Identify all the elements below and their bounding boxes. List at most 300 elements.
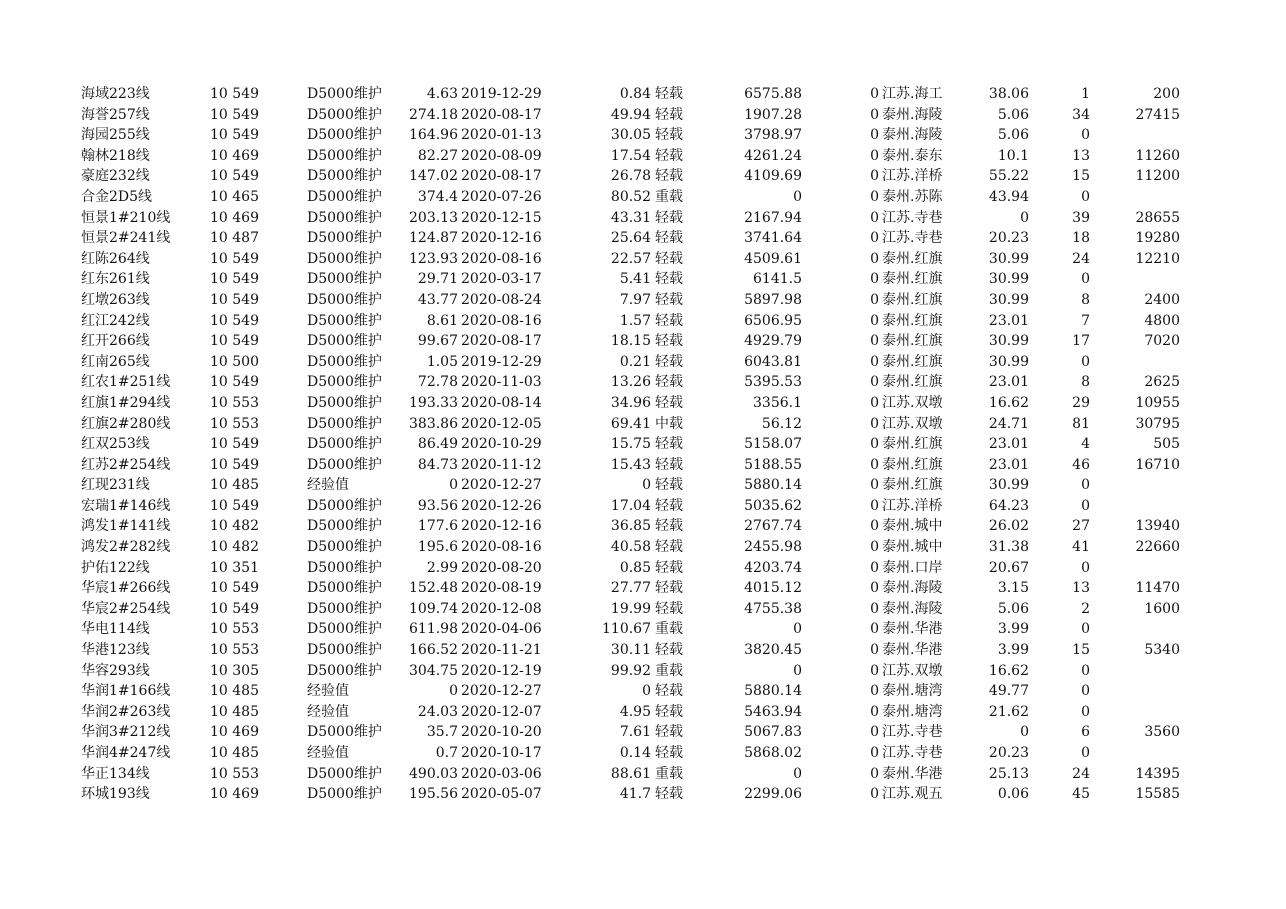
- line-name-cell: 红开266线: [81, 333, 150, 350]
- load-status-cell: 轻载: [655, 168, 683, 185]
- source-type-cell: 经验值: [307, 703, 349, 720]
- value-cell: 43.77: [417, 291, 458, 308]
- value-cell: 29.71: [417, 271, 458, 288]
- capacity-cell: 56.12: [761, 415, 802, 432]
- zero-cell: 0: [870, 188, 879, 205]
- count-cell: 0: [1081, 662, 1090, 679]
- source-type-cell: 经验值: [307, 683, 349, 700]
- load-status-cell: 轻载: [655, 477, 683, 494]
- load-status-cell: 轻载: [655, 333, 683, 350]
- count-cell: 41: [1072, 539, 1090, 556]
- source-type-cell: D5000维护: [307, 456, 382, 473]
- source-type-cell: D5000维护: [307, 724, 382, 741]
- source-type-cell: D5000维护: [307, 436, 382, 453]
- distance-cell: 26.02: [988, 518, 1029, 535]
- load-rate-cell: 17.04: [610, 497, 651, 514]
- load-rate-cell: 88.61: [610, 765, 651, 782]
- source-type-cell: D5000维护: [307, 765, 382, 782]
- value-cell: 193.33: [409, 394, 458, 411]
- load-status-cell: 轻载: [655, 250, 683, 267]
- amount-cell: 1600: [1144, 600, 1180, 617]
- line-name-cell: 环城193线: [81, 786, 150, 803]
- count-cell: 0: [1081, 559, 1090, 576]
- load-status-cell: 重载: [655, 765, 683, 782]
- voltage-cell: 10 485: [210, 745, 259, 761]
- amount-cell: 15585: [1135, 786, 1180, 803]
- voltage-cell: 10 549: [210, 250, 259, 267]
- distance-cell: 30.99: [988, 353, 1029, 370]
- capacity-cell: 1907.28: [744, 106, 802, 123]
- load-status-cell: 轻载: [655, 559, 683, 576]
- capacity-cell: 4015.12: [744, 580, 802, 597]
- line-name-cell: 华宸2#254线: [81, 600, 171, 617]
- load-status-cell: 轻载: [655, 374, 683, 391]
- voltage-cell: 10 482: [210, 518, 259, 535]
- line-name-cell: 海域223线: [81, 86, 150, 102]
- region-cell: 泰州.红旗: [882, 477, 943, 494]
- table-row: [81, 702, 1186, 723]
- zero-cell: 0: [870, 106, 879, 123]
- value-cell: 177.6: [417, 518, 458, 535]
- value-cell: 2.99: [426, 559, 458, 576]
- zero-cell: 0: [870, 250, 879, 267]
- zero-cell: 0: [870, 539, 879, 556]
- load-rate-cell: 0.14: [619, 745, 651, 761]
- value-cell: 274.18: [409, 106, 458, 123]
- distance-cell: 23.01: [988, 456, 1029, 473]
- date-cell: 2020-08-16: [461, 250, 542, 267]
- load-rate-cell: 80.52: [610, 188, 651, 205]
- region-cell: 江苏.双墩: [882, 394, 943, 411]
- region-cell: 江苏.双墩: [882, 662, 943, 679]
- amount-cell: 3560: [1144, 724, 1180, 741]
- amount-cell: 27415: [1135, 106, 1180, 123]
- load-rate-cell: 36.85: [610, 518, 651, 535]
- table-row: [81, 434, 1186, 455]
- load-rate-cell: 1.57: [619, 312, 651, 329]
- distance-cell: 5.06: [997, 127, 1029, 144]
- distance-cell: 20.67: [988, 559, 1029, 576]
- region-cell: 泰州.口岸: [882, 559, 943, 576]
- distance-cell: 24.71: [988, 415, 1029, 432]
- count-cell: 15: [1072, 168, 1090, 185]
- count-cell: 81: [1072, 415, 1090, 432]
- count-cell: 0: [1081, 703, 1090, 720]
- load-rate-cell: 4.95: [619, 703, 651, 720]
- zero-cell: 0: [870, 642, 879, 659]
- source-type-cell: D5000维护: [307, 600, 382, 617]
- voltage-cell: 10 469: [210, 724, 259, 741]
- capacity-cell: 5880.14: [744, 477, 802, 494]
- count-cell: 39: [1072, 209, 1090, 226]
- load-rate-cell: 22.57: [610, 250, 651, 267]
- date-cell: 2020-12-19: [461, 662, 542, 679]
- table-row: [81, 475, 1186, 496]
- zero-cell: 0: [870, 86, 879, 102]
- load-rate-cell: 41.7: [619, 786, 651, 803]
- voltage-cell: 10 549: [210, 374, 259, 391]
- table-row: [81, 187, 1186, 208]
- zero-cell: 0: [870, 374, 879, 391]
- source-type-cell: D5000维护: [307, 127, 382, 144]
- distance-cell: 31.38: [988, 539, 1029, 556]
- count-cell: 0: [1081, 353, 1090, 370]
- capacity-cell: 5463.94: [744, 703, 802, 720]
- load-status-cell: 轻载: [655, 518, 683, 535]
- amount-cell: 11470: [1135, 580, 1180, 597]
- value-cell: 86.49: [417, 436, 458, 453]
- distance-cell: 30.99: [988, 291, 1029, 308]
- line-name-cell: 红苏2#254线: [81, 456, 171, 473]
- load-rate-cell: 30.11: [610, 642, 651, 659]
- voltage-cell: 10 553: [210, 765, 259, 782]
- value-cell: 203.13: [409, 209, 458, 226]
- capacity-cell: 2299.06: [744, 786, 802, 803]
- amount-cell: 11200: [1135, 168, 1180, 185]
- zero-cell: 0: [870, 580, 879, 597]
- value-cell: 72.78: [417, 374, 458, 391]
- zero-cell: 0: [870, 333, 879, 350]
- zero-cell: 0: [870, 168, 879, 185]
- region-cell: 江苏.海工: [882, 86, 943, 102]
- load-status-cell: 轻载: [655, 580, 683, 597]
- zero-cell: 0: [870, 703, 879, 720]
- amount-cell: 4800: [1144, 312, 1180, 329]
- count-cell: 18: [1072, 230, 1090, 247]
- load-status-cell: 轻载: [655, 786, 683, 803]
- zero-cell: 0: [870, 312, 879, 329]
- source-type-cell: D5000维护: [307, 580, 382, 597]
- count-cell: 27: [1072, 518, 1090, 535]
- value-cell: 147.02: [409, 168, 458, 185]
- table-row: [81, 290, 1186, 311]
- table-row: [81, 105, 1186, 126]
- table-row: [81, 681, 1186, 702]
- source-type-cell: D5000维护: [307, 271, 382, 288]
- table-row: [81, 640, 1186, 661]
- value-cell: 124.87: [409, 230, 458, 247]
- count-cell: 0: [1081, 271, 1090, 288]
- region-cell: 泰州.红旗: [882, 456, 943, 473]
- line-name-cell: 恒景2#241线: [81, 230, 171, 247]
- distance-cell: 30.99: [988, 333, 1029, 350]
- zero-cell: 0: [870, 786, 879, 803]
- line-name-cell: 合金2D5线: [81, 188, 153, 205]
- load-rate-cell: 26.78: [610, 168, 651, 185]
- date-cell: 2020-01-13: [461, 127, 542, 144]
- voltage-cell: 10 469: [210, 786, 259, 803]
- amount-cell: 505: [1153, 436, 1180, 453]
- load-rate-cell: 49.94: [610, 106, 651, 123]
- data-table: [81, 84, 1186, 805]
- load-rate-cell: 34.96: [610, 394, 651, 411]
- table-row: [81, 722, 1186, 743]
- region-cell: 泰州.红旗: [882, 250, 943, 267]
- table-row: [81, 578, 1186, 599]
- region-cell: 江苏.洋桥: [882, 168, 943, 185]
- source-type-cell: D5000维护: [307, 250, 382, 267]
- capacity-cell: 5897.98: [744, 291, 802, 308]
- load-status-cell: 轻载: [655, 353, 683, 370]
- table-row: [81, 125, 1186, 146]
- capacity-cell: 6506.95: [744, 312, 802, 329]
- date-cell: 2020-04-06: [461, 621, 542, 638]
- zero-cell: 0: [870, 477, 879, 494]
- region-cell: 泰州.红旗: [882, 436, 943, 453]
- table-row: [81, 558, 1186, 579]
- source-type-cell: D5000维护: [307, 374, 382, 391]
- count-cell: 13: [1072, 147, 1090, 164]
- count-cell: 24: [1072, 765, 1090, 782]
- voltage-cell: 10 485: [210, 683, 259, 700]
- capacity-cell: 5188.55: [744, 456, 802, 473]
- table-row: [81, 311, 1186, 332]
- load-status-cell: 轻载: [655, 147, 683, 164]
- value-cell: 0: [449, 477, 458, 494]
- load-rate-cell: 40.58: [610, 539, 651, 556]
- table-row: [81, 331, 1186, 352]
- load-status-cell: 轻载: [655, 271, 683, 288]
- table-row: [81, 146, 1186, 167]
- region-cell: 泰州.泰东: [882, 147, 943, 164]
- distance-cell: 30.99: [988, 250, 1029, 267]
- region-cell: 江苏.观五: [882, 786, 943, 803]
- count-cell: 34: [1072, 106, 1090, 123]
- voltage-cell: 10 553: [210, 394, 259, 411]
- source-type-cell: D5000维护: [307, 621, 382, 638]
- capacity-cell: 4509.61: [744, 250, 802, 267]
- capacity-cell: 5158.07: [744, 436, 802, 453]
- load-status-cell: 重载: [655, 621, 683, 638]
- region-cell: 泰州.塘湾: [882, 683, 943, 700]
- load-status-cell: 轻载: [655, 724, 683, 741]
- value-cell: 4.63: [426, 86, 458, 102]
- region-cell: 泰州.海陵: [882, 600, 943, 617]
- distance-cell: 21.62: [988, 703, 1029, 720]
- value-cell: 0: [449, 683, 458, 700]
- table-row: [81, 208, 1186, 229]
- table-row: [81, 537, 1186, 558]
- amount-cell: 14395: [1135, 765, 1180, 782]
- region-cell: 江苏.寺巷: [882, 230, 943, 247]
- line-name-cell: 鸿发2#282线: [81, 539, 171, 556]
- voltage-cell: 10 549: [210, 127, 259, 144]
- voltage-cell: 10 549: [210, 436, 259, 453]
- line-name-cell: 海园255线: [81, 127, 150, 144]
- distance-cell: 0: [1020, 724, 1029, 741]
- region-cell: 江苏.双墩: [882, 415, 943, 432]
- table-row: [81, 619, 1186, 640]
- zero-cell: 0: [870, 765, 879, 782]
- table-row: [81, 84, 1186, 105]
- line-name-cell: 红陈264线: [81, 250, 150, 267]
- line-name-cell: 红南265线: [81, 353, 150, 370]
- capacity-cell: 6575.88: [744, 86, 802, 102]
- voltage-cell: 10 469: [210, 147, 259, 164]
- capacity-cell: 3798.97: [744, 127, 802, 144]
- count-cell: 0: [1081, 745, 1090, 761]
- distance-cell: 5.06: [997, 600, 1029, 617]
- source-type-cell: D5000维护: [307, 415, 382, 432]
- date-cell: 2019-12-29: [461, 353, 542, 370]
- distance-cell: 10.1: [997, 147, 1029, 164]
- count-cell: 4: [1081, 436, 1090, 453]
- voltage-cell: 10 465: [210, 188, 259, 205]
- voltage-cell: 10 549: [210, 168, 259, 185]
- line-name-cell: 恒景1#210线: [81, 209, 171, 226]
- load-rate-cell: 15.43: [610, 456, 651, 473]
- capacity-cell: 4755.38: [744, 600, 802, 617]
- line-name-cell: 红农1#251线: [81, 374, 171, 391]
- line-name-cell: 护佑122线: [81, 559, 150, 576]
- capacity-cell: 4109.69: [744, 168, 802, 185]
- table-row: [81, 228, 1186, 249]
- load-status-cell: 轻载: [655, 539, 683, 556]
- region-cell: 泰州.城中: [882, 518, 943, 535]
- value-cell: 35.7: [426, 724, 458, 741]
- capacity-cell: 5035.62: [744, 497, 802, 514]
- voltage-cell: 10 549: [210, 600, 259, 617]
- value-cell: 383.86: [409, 415, 458, 432]
- voltage-cell: 10 549: [210, 86, 259, 102]
- date-cell: 2020-12-16: [461, 518, 542, 535]
- line-name-cell: 华润3#212线: [81, 724, 171, 741]
- voltage-cell: 10 500: [210, 353, 259, 370]
- zero-cell: 0: [870, 559, 879, 576]
- source-type-cell: D5000维护: [307, 662, 382, 679]
- table-row: [81, 166, 1186, 187]
- load-rate-cell: 7.61: [619, 724, 651, 741]
- amount-cell: 7020: [1144, 333, 1180, 350]
- date-cell: 2020-08-16: [461, 539, 542, 556]
- line-name-cell: 华容293线: [81, 662, 150, 679]
- value-cell: 109.74: [409, 600, 458, 617]
- distance-cell: 0.06: [997, 786, 1029, 803]
- load-status-cell: 轻载: [655, 106, 683, 123]
- region-cell: 泰州.红旗: [882, 374, 943, 391]
- count-cell: 13: [1072, 580, 1090, 597]
- region-cell: 江苏.洋桥: [882, 497, 943, 514]
- load-status-cell: 轻载: [655, 209, 683, 226]
- distance-cell: 64.23: [988, 497, 1029, 514]
- line-name-cell: 华港123线: [81, 642, 150, 659]
- date-cell: 2020-12-07: [461, 703, 542, 720]
- region-cell: 泰州.红旗: [882, 312, 943, 329]
- source-type-cell: D5000维护: [307, 559, 382, 576]
- amount-cell: 16710: [1135, 456, 1180, 473]
- load-status-cell: 轻载: [655, 312, 683, 329]
- load-status-cell: 轻载: [655, 291, 683, 308]
- voltage-cell: 10 549: [210, 456, 259, 473]
- voltage-cell: 10 469: [210, 209, 259, 226]
- value-cell: 93.56: [417, 497, 458, 514]
- load-rate-cell: 110.67: [602, 621, 651, 638]
- capacity-cell: 0: [793, 621, 802, 638]
- load-rate-cell: 5.41: [619, 271, 651, 288]
- date-cell: 2020-08-17: [461, 168, 542, 185]
- date-cell: 2020-08-20: [461, 559, 542, 576]
- zero-cell: 0: [870, 209, 879, 226]
- source-type-cell: D5000维护: [307, 312, 382, 329]
- capacity-cell: 6141.5: [753, 271, 802, 288]
- value-cell: 166.52: [409, 642, 458, 659]
- zero-cell: 0: [870, 745, 879, 761]
- load-rate-cell: 25.64: [610, 230, 651, 247]
- distance-cell: 5.06: [997, 106, 1029, 123]
- voltage-cell: 10 553: [210, 642, 259, 659]
- count-cell: 15: [1072, 642, 1090, 659]
- count-cell: 29: [1072, 394, 1090, 411]
- capacity-cell: 4929.79: [744, 333, 802, 350]
- amount-cell: 30795: [1135, 415, 1180, 432]
- load-status-cell: 轻载: [655, 600, 683, 617]
- load-rate-cell: 0: [642, 683, 651, 700]
- distance-cell: 49.77: [988, 683, 1029, 700]
- value-cell: 0.7: [435, 745, 458, 761]
- voltage-cell: 10 482: [210, 539, 259, 556]
- zero-cell: 0: [870, 456, 879, 473]
- voltage-cell: 10 553: [210, 621, 259, 638]
- date-cell: 2020-05-07: [461, 786, 542, 803]
- line-name-cell: 华电114线: [81, 621, 150, 638]
- table-row: [81, 784, 1186, 805]
- load-rate-cell: 43.31: [610, 209, 651, 226]
- date-cell: 2020-12-15: [461, 209, 542, 226]
- value-cell: 374.4: [417, 188, 458, 205]
- date-cell: 2019-12-29: [461, 86, 542, 102]
- zero-cell: 0: [870, 497, 879, 514]
- amount-cell: 22660: [1135, 539, 1180, 556]
- zero-cell: 0: [870, 353, 879, 370]
- region-cell: 泰州.城中: [882, 539, 943, 556]
- date-cell: 2020-03-17: [461, 271, 542, 288]
- amount-cell: 200: [1153, 86, 1180, 102]
- zero-cell: 0: [870, 724, 879, 741]
- zero-cell: 0: [870, 436, 879, 453]
- table-row: [81, 249, 1186, 270]
- table-row: [81, 269, 1186, 290]
- amount-cell: 28655: [1135, 209, 1180, 226]
- line-name-cell: 红现231线: [81, 477, 150, 494]
- zero-cell: 0: [870, 662, 879, 679]
- date-cell: 2020-12-08: [461, 600, 542, 617]
- region-cell: 泰州.华港: [882, 621, 943, 638]
- zero-cell: 0: [870, 394, 879, 411]
- line-name-cell: 华润4#247线: [81, 745, 171, 761]
- voltage-cell: 10 485: [210, 477, 259, 494]
- capacity-cell: 2167.94: [744, 209, 802, 226]
- region-cell: 泰州.海陵: [882, 106, 943, 123]
- voltage-cell: 10 305: [210, 662, 259, 679]
- region-cell: 泰州.红旗: [882, 271, 943, 288]
- table-row: [81, 393, 1186, 414]
- line-name-cell: 翰林218线: [81, 147, 150, 164]
- amount-cell: 12210: [1135, 250, 1180, 267]
- capacity-cell: 6043.81: [744, 353, 802, 370]
- region-cell: 泰州.红旗: [882, 291, 943, 308]
- date-cell: 2020-10-29: [461, 436, 542, 453]
- source-type-cell: D5000维护: [307, 497, 382, 514]
- source-type-cell: D5000维护: [307, 188, 382, 205]
- source-type-cell: D5000维护: [307, 230, 382, 247]
- value-cell: 304.75: [409, 662, 458, 679]
- capacity-cell: 3741.64: [744, 230, 802, 247]
- amount-cell: 2400: [1144, 291, 1180, 308]
- load-status-cell: 轻载: [655, 230, 683, 247]
- amount-cell: 5340: [1144, 642, 1180, 659]
- region-cell: 泰州.华港: [882, 765, 943, 782]
- region-cell: 泰州.海陵: [882, 580, 943, 597]
